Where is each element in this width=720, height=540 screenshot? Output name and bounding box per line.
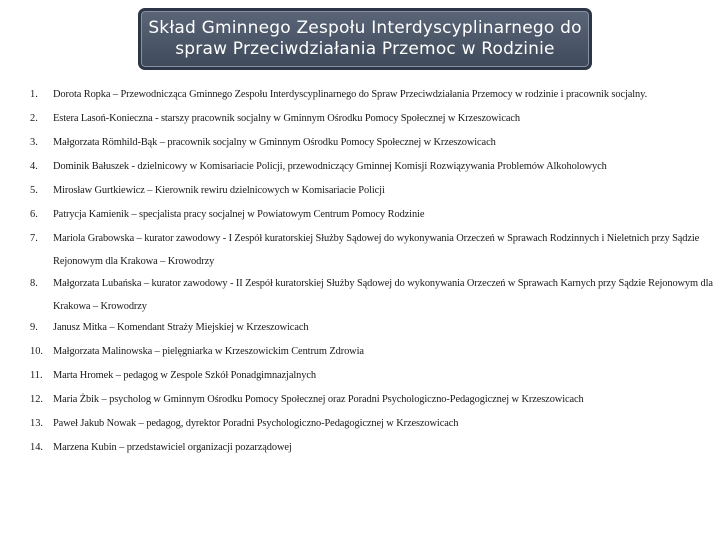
- item-text: Estera Lasoń-Konieczna - starszy pracownik socjalny w Gminnym Ośrodku Pomocy Społecznej w Krzeszowicach: [53, 113, 520, 124]
- item-text: Paweł Jakub Nowak – pedagog, dyrektor Poradni Psychologiczno-Pedagogicznej w Krzeszowicach: [53, 418, 459, 429]
- item-text: Dominik Bałuszek - dzielnicowy w Komisariacie Policji, przewodniczący Gminnej Komisji Rozwiązywania Problemów Alkoholowych: [53, 161, 607, 172]
- item-text: Małgorzata Römhild-Bąk – pracownik socjalny w Gminnym Ośrodku Pomocy Społecznej w Krzeszowicach: [53, 137, 496, 148]
- item-text: Janusz Mitka – Komendant Straży Miejskiej w Krzeszowicach: [53, 322, 309, 333]
- item-number: 1.: [30, 89, 38, 100]
- item-number: 8.: [30, 278, 38, 289]
- title-banner: [138, 8, 592, 70]
- item-text: Marta Hromek – pedagog w Zespole Szkół Ponadgimnazjalnych: [53, 370, 316, 381]
- item-number: 4.: [30, 161, 38, 172]
- item-text: Dorota Ropka – Przewodnicząca Gminnego Zespołu Interdyscyplinarnego do Spraw Przeciwdziałania Przemocy w rodzinie i pracownik socjalny.: [53, 89, 648, 100]
- item-text: Maria Żbik – psycholog w Gminnym Ośrodku Pomocy Społecznej oraz Poradni Psychologiczno-Pedagogicznej w Krzeszowicach: [53, 394, 584, 405]
- item-number: 13.: [30, 418, 43, 429]
- item-text: Mirosław Gurtkiewicz – Kierownik rewiru dzielnicowych w Komisariacie Policji: [53, 185, 385, 196]
- item-text: Patrycja Kamienik – specjalista pracy socjalnej w Powiatowym Centrum Pomocy Rodzinie: [53, 209, 425, 220]
- item-number: 3.: [30, 137, 38, 148]
- item-number: 14.: [30, 442, 43, 453]
- item-number: 9.: [30, 322, 38, 333]
- item-number: 12.: [30, 394, 43, 405]
- item-number: 11.: [30, 370, 43, 381]
- item-text: Małgorzata Lubańska – kurator zawodowy - II Zespół kuratorskiej Służby Sądowej do wykonywania Orzeczeń w Sprawach Karnych przy Sądzie Rejonowym dla Krakowa – Krowodrzy: [53, 278, 713, 312]
- item-text: Mariola Grabowska – kurator zawodowy - I Zespół kuratorskiej Służby Sądowej do wykonywania Orzeczeń w Sprawach Rodzinnych i Nieletnich przy Sądzie Rejonowym dla Krakowa – Krowodrzy: [53, 233, 700, 267]
- item-number: 7.: [30, 233, 38, 244]
- item-number: 10.: [30, 346, 43, 357]
- item-number: 2.: [30, 113, 38, 124]
- item-text: Marzena Kubin – przedstawiciel organizacji pozarządowej: [53, 442, 292, 453]
- item-number: 6.: [30, 209, 38, 220]
- item-number: 5.: [30, 185, 38, 196]
- page-title: Skład Gminnego Zespołu Interdyscyplinarnego do spraw Przeciwdziałania Przemoc w Rodzinie: [148, 18, 582, 59]
- item-text: Małgorzata Malinowska – pielęgniarka w Krzeszowickim Centrum Zdrowia: [53, 346, 364, 357]
